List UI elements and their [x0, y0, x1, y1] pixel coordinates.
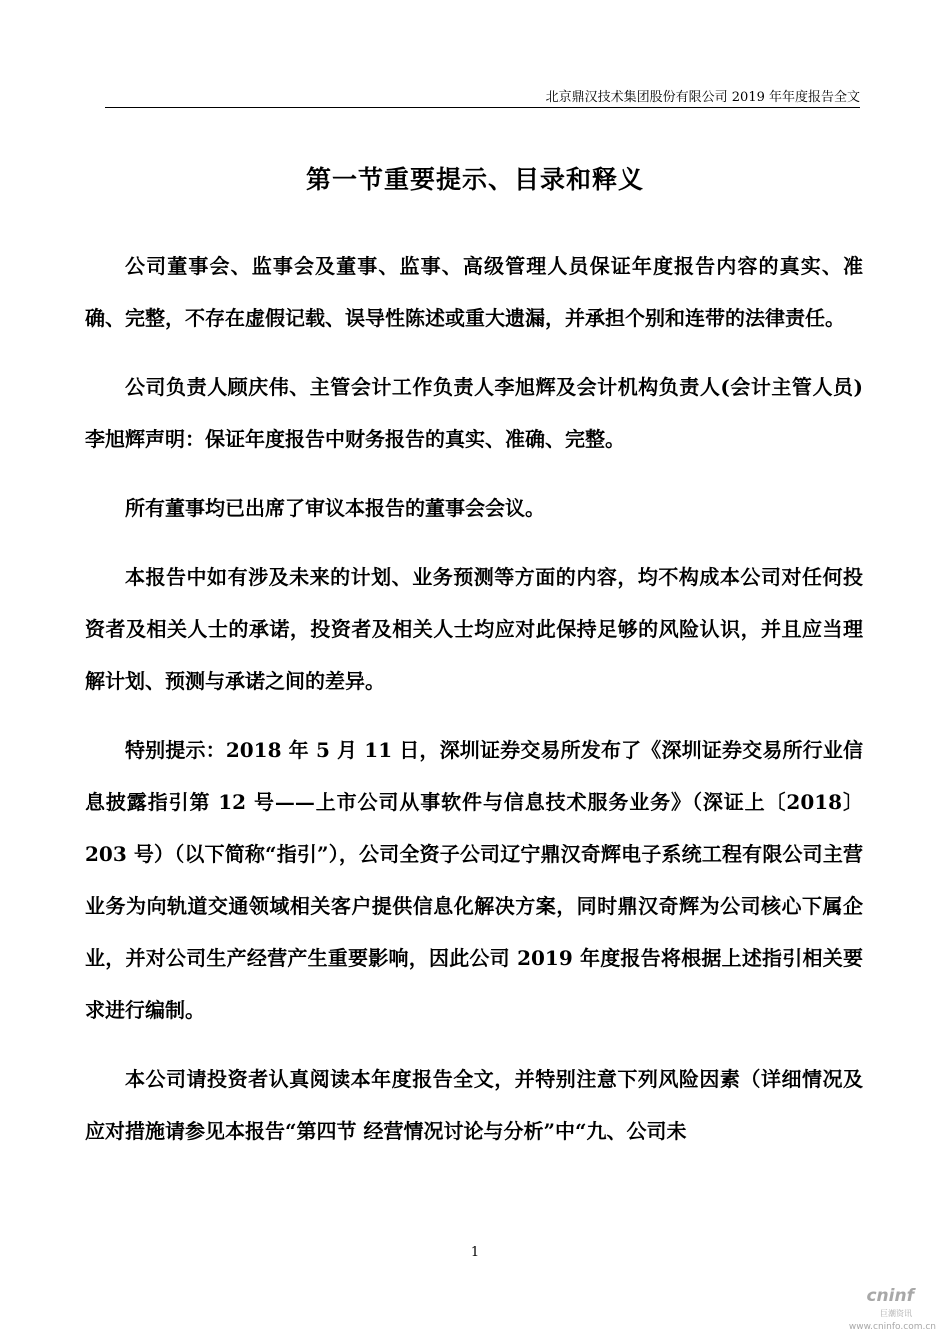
document-body [85, 240, 863, 1174]
paragraph-board-guarantee: 公司董事会、监事会及董事、监事、高级管理人员保证年度报告内容的真实、准确、完整，不存在虚假记载、误导性陈述或重大遗漏，并承担个别和连带的法律责任。 [85, 254, 863, 330]
running-header: 北京鼎汉技术集团股份有限公司 2019 年年度报告全文 [545, 90, 860, 105]
paragraph-responsible-persons: 公司负责人顾庆伟、主管会计工作负责人李旭辉及会计机构负责人(会计主管人员)李旭辉声明：保证年度报告中财务报告的真实、准确、完整。 [85, 375, 863, 451]
watermark-logo: cninf [866, 1286, 914, 1306]
paragraph-forward-looking: 本报告中如有涉及未来的计划、业务预测等方面的内容，均不构成本公司对任何投资者及相关人士的承诺，投资者及相关人士均应对此保持足够的风险认识，并且应当理解计划、预测与承诺之间的差异。 [85, 565, 863, 693]
header-divider [105, 107, 860, 108]
paragraph-risk-factors: 本公司请投资者认真阅读本年度报告全文，并特别注意下列风险因素（详细情况及应对措施请参见本报告“第四节 经营情况讨论与分析”中“九、公司未 [85, 1067, 863, 1143]
cninfo-watermark [832, 1286, 936, 1336]
paragraph-director-attendance: 所有董事均已出席了审议本报告的董事会会议。 [125, 496, 545, 520]
watermark-chinese: 巨潮资讯 [880, 1309, 912, 1318]
page-number: 1 [470, 1245, 480, 1260]
section-title: 第一节重要提示、目录和释义 [305, 165, 644, 194]
watermark-url: www.cninfo.com.cn [848, 1322, 936, 1332]
paragraph-special-notice: 特别提示：2018 年 5 月 11 日，深圳证券交易所发布了《深圳证券交易所行业信息披露指引第 12 号——上市公司从事软件与信息技术服务业务》（深证上〔2018〕203 号）（以下简称“指引”），公司全资子公司辽宁鼎汉奇辉电子系统工程有限公司主营业务为向轨道交通领域相关客户提供信息化解决方案，同时鼎汉奇辉为公司核心下属企业，并对公司生产经营产生重要影响，因此公司 2019 年度报告将根据上述指引相关要求进行编制。 [85, 738, 863, 1022]
